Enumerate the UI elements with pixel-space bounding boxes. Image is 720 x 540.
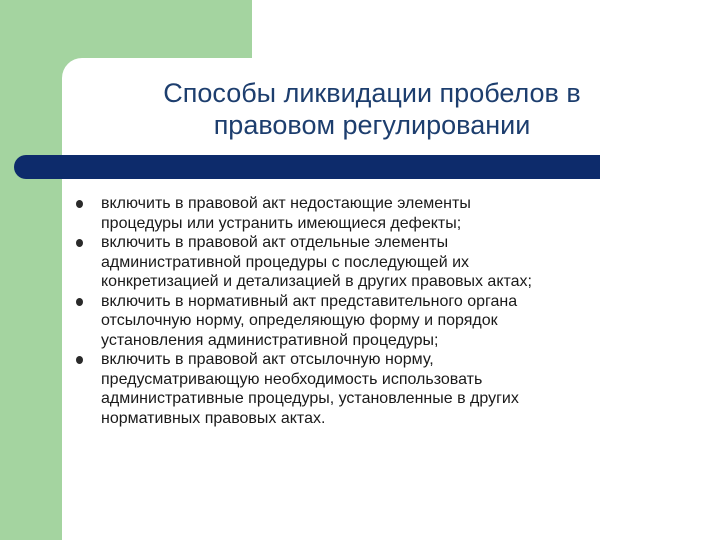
bullet-text: включить в правовой акт отдельные элементы административной процедуры с последующей их конкретизацией и детализацией в других правовых актах; <box>101 234 532 290</box>
bullet-dot-icon <box>76 200 83 208</box>
bullet-text: включить в правовой акт недостающие элементы процедуры или устранить имеющиеся дефекты; <box>101 195 471 232</box>
bullet-text: включить в правовой акт отсылочную норму, предусматривающую необходимость использовать административные процедуры, установленные в других нормативных правовых актах. <box>101 351 519 427</box>
bullet-dot-icon <box>76 356 83 364</box>
bullet-dot-icon <box>76 239 83 247</box>
bullet-text: включить в нормативный акт представительного органа отсылочную норму, определяющую форму и порядок установления административной процедуры; <box>101 292 518 349</box>
bullet-item-1 <box>74 194 654 233</box>
bullet-list <box>74 194 654 428</box>
bullet-dot-icon <box>76 298 83 306</box>
decorative-green-left-bar <box>0 0 62 540</box>
title-underline-rule <box>14 155 600 179</box>
bullet-item-4 <box>74 350 654 428</box>
slide-title-line-1: Способы ликвидации пробелов в <box>163 78 581 108</box>
bullet-item-3 <box>74 292 654 351</box>
slide-title <box>62 77 682 141</box>
bullet-item-2 <box>74 233 654 292</box>
slide-title-line-2: правовом регулировании <box>213 110 531 140</box>
